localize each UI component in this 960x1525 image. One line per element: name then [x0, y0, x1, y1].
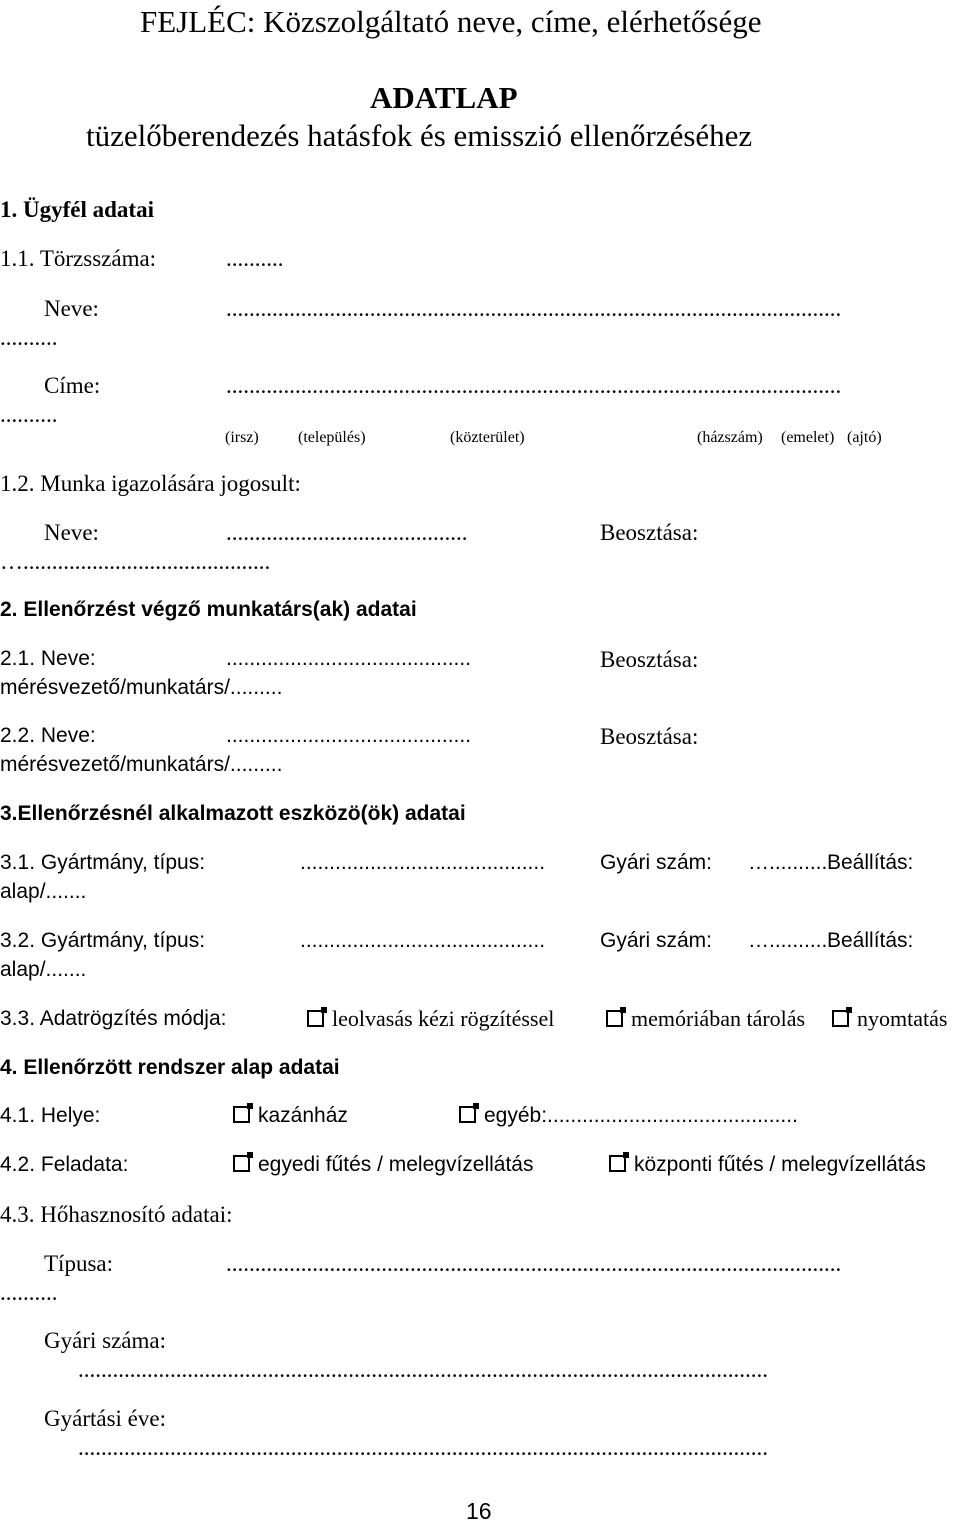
field-eszkoz1-beallitas-value[interactable]: alap/.......	[0, 880, 87, 903]
field-feladata-label: 4.2. Feladata:	[0, 1153, 129, 1176]
option-egyedi-futes[interactable]	[233, 1154, 533, 1175]
option-memoria[interactable]	[606, 1008, 805, 1030]
page-number: 16	[466, 1498, 492, 1524]
address-part-hazszam: (házszám)	[697, 429, 763, 446]
field-munkatars1-value[interactable]: ..........................................	[226, 647, 472, 670]
field-neve-value[interactable]: ...........................................................................................................	[226, 296, 842, 321]
checkbox-icon[interactable]	[307, 1010, 324, 1027]
document-header: FEJLÉC: Közszolgáltató neve, címe, elérhetősége	[140, 4, 762, 39]
field-eszkoz2-gyari-value[interactable]: …..........	[748, 929, 828, 952]
field-munkatars1-beosztas-value[interactable]: mérésvezető/munkatárs/.........	[0, 676, 283, 699]
address-part-emelet: (emelet)	[781, 429, 835, 446]
option-nyomtatas-label: nyomtatás	[857, 1006, 948, 1031]
option-leolvasas[interactable]	[307, 1008, 554, 1030]
document-subtitle: tüzelőberendezés hatásfok és emisszió ellenőrzéséhez	[86, 118, 753, 153]
field-eszkoz1-gyari-value[interactable]: …..........	[748, 851, 828, 874]
section-4-heading: 4. Ellenőrzött rendszer alap adatai	[0, 1056, 340, 1079]
torzsszam-underline	[171, 247, 226, 267]
address-part-ajto: (ajtó)	[847, 429, 882, 446]
option-kazanhaz-label: kazánház	[258, 1104, 348, 1127]
address-part-irsz: (irsz)	[225, 429, 259, 446]
section-1-heading: 1. Ügyfél adatai	[0, 197, 154, 222]
option-memoria-label: memóriában tárolás	[631, 1006, 806, 1031]
field-gyartasi-eve-value[interactable]: ........................................................................................................................	[78, 1435, 768, 1460]
field-munkatars2-beosztas-value[interactable]: mérésvezető/munkatárs/.........	[0, 753, 283, 776]
option-leolvasas-label: leolvasás kézi rögzítéssel	[332, 1006, 555, 1031]
field-tipusa-value[interactable]: ...........................................................................................................	[226, 1251, 842, 1276]
field-eszkoz1-beallitas-label: Beállítás:	[827, 851, 914, 874]
option-kozponti-futes-label: központi fűtés / melegvízellátás	[634, 1153, 926, 1176]
field-eszkoz2-label: 3.2. Gyártmány, típus:	[0, 929, 206, 952]
field-torzsszam-label: 1.1. Törzsszáma:	[0, 246, 157, 271]
field-gyari-szama-value[interactable]: ........................................................................................................................	[78, 1357, 768, 1382]
checkbox-icon[interactable]	[233, 1155, 250, 1172]
field-jogosult-neve-value[interactable]: ..........................................	[226, 520, 468, 545]
address-part-kozterulet: (közterület)	[450, 429, 525, 446]
field-munkatars1-beosztas-label: Beosztása:	[600, 647, 699, 672]
field-jogosult-beosztas-label: Beosztása:	[600, 520, 699, 545]
option-kozponti-futes[interactable]	[609, 1154, 926, 1175]
field-torzsszam-value[interactable]: ..........	[226, 246, 284, 271]
checkbox-icon[interactable]	[832, 1010, 849, 1027]
field-eszkoz1-value[interactable]: ..........................................	[300, 851, 546, 874]
field-jogosult-neve-label: Neve:	[44, 520, 99, 545]
field-gyartasi-eve-label: Gyártási éve:	[44, 1406, 166, 1431]
field-eszkoz2-gyari-label: Gyári szám:	[600, 929, 713, 952]
field-jogosult-heading: 1.2. Munka igazolására jogosult:	[0, 471, 301, 496]
field-helye-label: 4.1. Helye:	[0, 1104, 101, 1127]
checkbox-icon[interactable]	[606, 1010, 623, 1027]
field-eszkoz2-beallitas-value[interactable]: alap/.......	[0, 958, 87, 981]
section-3-heading: 3.Ellenőrzésnél alkalmazott eszközö(ök) adatai	[0, 802, 466, 825]
checkbox-icon[interactable]	[459, 1106, 476, 1123]
field-gyari-szama-label: Gyári száma:	[44, 1328, 166, 1353]
address-part-telepules: (település)	[298, 429, 366, 446]
field-eszkoz2-value[interactable]: ..........................................	[300, 929, 546, 952]
option-nyomtatas[interactable]	[832, 1008, 947, 1030]
field-eszkoz1-label: 3.1. Gyártmány, típus:	[0, 851, 206, 874]
field-munkatars2-value[interactable]: ..........................................	[226, 724, 472, 747]
option-egyeb[interactable]	[459, 1105, 798, 1126]
option-kazanhaz[interactable]	[233, 1105, 348, 1126]
field-neve-continuation: ..........	[0, 325, 58, 350]
field-neve-label: Neve:	[44, 296, 99, 321]
field-tipusa-continuation: ..........	[0, 1280, 58, 1305]
section-2-heading: 2. Ellenőrzést végző munkatárs(ak) adatai	[0, 598, 417, 621]
field-tipusa-label: Típusa:	[44, 1251, 113, 1276]
field-munkatars2-label: 2.2. Neve:	[0, 724, 96, 747]
field-eszkoz1-gyari-label: Gyári szám:	[600, 851, 713, 874]
document-title: ADATLAP	[370, 80, 518, 115]
field-hohasznosito-heading: 4.3. Hőhasznosító adatai:	[0, 1202, 233, 1227]
field-munkatars1-label: 2.1. Neve:	[0, 647, 96, 670]
field-jogosult-continuation[interactable]: …...........................................	[0, 549, 271, 574]
option-egyeb-label: egyéb:...........................................	[484, 1104, 798, 1127]
option-egyedi-futes-label: egyedi fűtés / melegvízellátás	[258, 1153, 534, 1176]
field-munkatars2-beosztas-label: Beosztása:	[600, 724, 699, 749]
field-cime-continuation: ..........	[0, 402, 58, 427]
field-eszkoz2-beallitas-label: Beállítás:	[827, 929, 914, 952]
checkbox-icon[interactable]	[609, 1155, 626, 1172]
field-cime-label: Címe:	[44, 373, 101, 398]
field-cime-value[interactable]: ...........................................................................................................	[226, 373, 842, 398]
checkbox-icon[interactable]	[233, 1106, 250, 1123]
field-adatrogzites-label: 3.3. Adatrögzítés módja:	[0, 1007, 227, 1030]
